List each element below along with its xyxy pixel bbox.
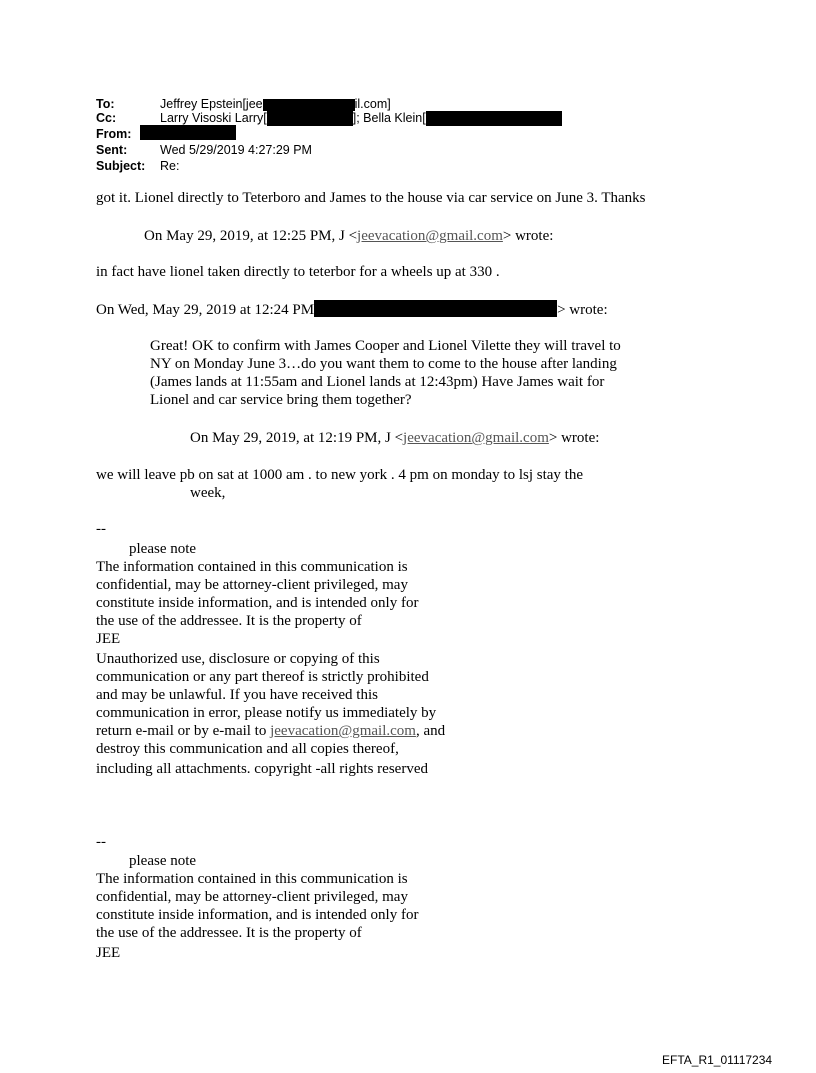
- email-link[interactable]: jeevacation@gmail.com: [357, 228, 503, 244]
- signature-line: the use of the addressee. It is the property of: [96, 925, 362, 941]
- redaction-bar: [267, 111, 353, 126]
- quote-header-2-text: On Wed, May 29, 2019 at 12:24 PM: [96, 302, 315, 318]
- quote-header-3-text: On May 29, 2019, at 12:19 PM, J <: [190, 430, 404, 446]
- cc-name-b: ]; Bella Klein[: [352, 111, 426, 125]
- signature-line: and may be unlawful. If you have received this: [96, 687, 378, 703]
- message-2-line: (James lands at 11:55am and Lionel lands at 12:43pm) Have James wait for: [150, 374, 605, 390]
- signature-note: please note: [129, 853, 197, 869]
- cc-label: Cc:: [96, 111, 117, 125]
- sent-label: Sent:: [96, 143, 128, 157]
- signature-email-post: , and: [415, 723, 446, 739]
- quote-header-1: [144, 227, 553, 245]
- from-label: From:: [96, 127, 132, 141]
- quote-header-1-text: On May 29, 2019, at 12:25 PM, J <: [144, 228, 358, 244]
- signature-line: constitute inside information, and is intended only for: [96, 595, 419, 611]
- signature-note: please note: [129, 541, 197, 557]
- to-label: To:: [96, 97, 115, 111]
- signature-line: communication in error, please notify us immediately by: [96, 705, 437, 721]
- signature-email-pre: return e-mail or by e-mail to: [96, 723, 271, 739]
- signature-line: JEE: [96, 945, 121, 961]
- quote-header-1-end: > wrote:: [502, 228, 554, 244]
- signature-dash: --: [96, 834, 106, 850]
- quote-header-2-end: > wrote:: [557, 302, 608, 318]
- quote-header-2: [96, 300, 608, 319]
- email-link[interactable]: jeevacation@gmail.com: [403, 430, 549, 446]
- quote-header-3-end: > wrote:: [548, 430, 600, 446]
- signature-line: The information contained in this communication is: [96, 559, 408, 575]
- message-2-line: NY on Monday June 3…do you want them to come to the house after landing: [150, 356, 617, 372]
- signature-line: Unauthorized use, disclosure or copying of this: [96, 651, 380, 667]
- redaction-bar: [314, 300, 557, 317]
- message-3-line: week,: [190, 485, 226, 501]
- to-name: Jeffrey Epstein[jee: [160, 97, 263, 111]
- message-1: in fact have lionel taken directly to teterbor for a wheels up at 330 .: [96, 264, 500, 280]
- signature-line: confidential, may be attorney-client privileged, may: [96, 889, 408, 905]
- redaction-bar: [426, 111, 562, 126]
- to-value-end: il.com]: [354, 97, 391, 111]
- to-value: [160, 97, 391, 112]
- signature-dash: --: [96, 521, 106, 537]
- cc-name-a: Larry Visoski Larry[: [160, 111, 267, 125]
- signature-line: including all attachments. copyright -all rights reserved: [96, 761, 428, 777]
- redaction-bar: [140, 125, 236, 140]
- message-2-line: Lionel and car service bring them together?: [150, 392, 412, 408]
- email-link[interactable]: jeevacation@gmail.com: [270, 723, 416, 739]
- redaction-bar: [263, 99, 355, 111]
- subject-value: Re:: [160, 159, 180, 173]
- sent-value: Wed 5/29/2019 4:27:29 PM: [160, 143, 312, 157]
- message-3-line: we will leave pb on sat at 1000 am . to new york . 4 pm on monday to lsj stay the: [96, 467, 584, 483]
- signature-line: constitute inside information, and is intended only for: [96, 907, 419, 923]
- signature-email-line: [96, 722, 445, 740]
- signature-line: The information contained in this communication is: [96, 871, 408, 887]
- quote-header-3: [190, 429, 599, 447]
- signature-line: JEE: [96, 631, 121, 647]
- signature-line: destroy this communication and all copies thereof,: [96, 741, 399, 757]
- signature-line: confidential, may be attorney-client privileged, may: [96, 577, 408, 593]
- document-id: EFTA_R1_01117234: [662, 1053, 773, 1067]
- subject-label: Subject:: [96, 159, 146, 173]
- signature-line: communication or any part thereof is strictly prohibited: [96, 669, 429, 685]
- message-2-line: Great! OK to confirm with James Cooper and Lionel Vilette they will travel to: [150, 338, 621, 354]
- cc-value: [160, 111, 562, 126]
- signature-line: the use of the addressee. It is the property of: [96, 613, 362, 629]
- reply-text: got it. Lionel directly to Teterboro and James to the house via car service on June 3. Thanks: [96, 190, 646, 206]
